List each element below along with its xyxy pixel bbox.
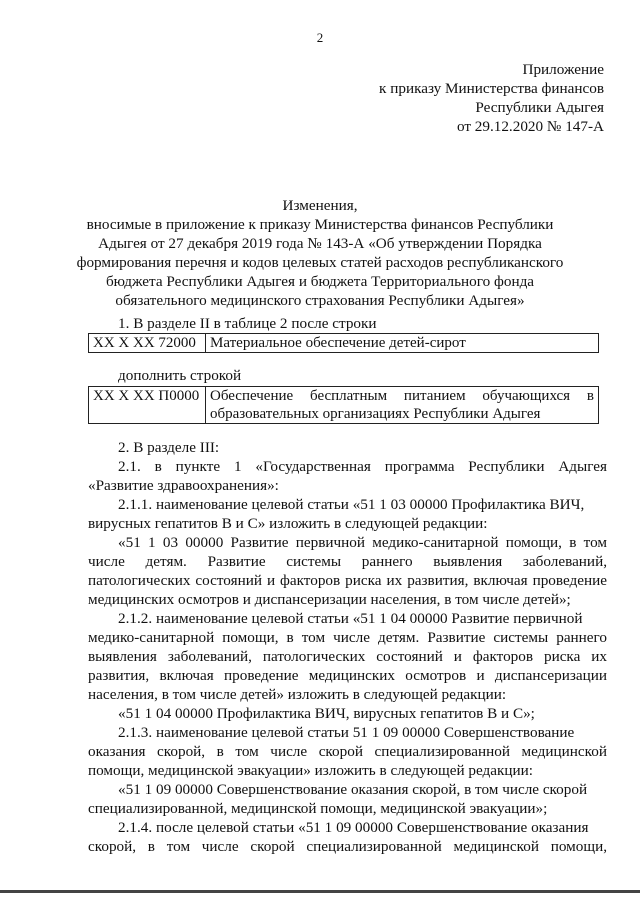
section-2-heading: 2. В разделе III:	[118, 439, 220, 456]
para-line: специализированной, медицинской помощи, медицинской эвакуации»;	[88, 800, 548, 817]
appendix-line-3: Республики Адыгея	[475, 99, 604, 116]
table-1-code: XX X XX 72000	[89, 334, 206, 353]
para-line: оказания скорой, в том числе скорой специализированной медицинской	[88, 743, 607, 760]
table-2-name	[206, 387, 599, 424]
para-line: 2.1.1. наименование целевой статьи «51 1 03 00000 Профилактика ВИЧ,	[118, 496, 585, 513]
appendix-line-4: от 29.12.2020 № 147-А	[456, 118, 604, 135]
title-line-1: Изменения,	[282, 197, 358, 214]
para-line: 2.1.4. после целевой статьи «51 1 09 00000 Совершенствование оказания	[118, 819, 589, 836]
appendix-line-2: к приказу Министерства финансов	[379, 80, 604, 97]
para-line: медико-санитарной помощи, в том числе детям. Развитие системы раннего	[88, 629, 607, 646]
para-line: вирусных гепатитов В и С» изложить в следующей редакции:	[88, 515, 488, 532]
table-1-name: Материальное обеспечение детей-сирот	[206, 334, 599, 353]
para-line: числе детям. Развитие системы раннего выявления заболеваний,	[88, 553, 607, 570]
para-line: 2.1. в пункте 1 «Государственная программа Республики Адыгея	[118, 458, 607, 475]
para-line: «51 1 03 00000 Развитие первичной медико-санитарной помощи, в том	[118, 534, 607, 551]
title-line-2: вносимые в приложение к приказу Министерства финансов Республики	[86, 216, 554, 233]
table-1	[88, 333, 599, 353]
add-row-text: дополнить строкой	[118, 367, 242, 384]
title-line-4: формирования перечня и кодов целевых статей расходов республиканского	[76, 254, 564, 271]
para-line: «51 1 04 00000 Профилактика ВИЧ, вирусных гепатитов В и С»;	[118, 705, 535, 722]
para-line: скорой, в том числе скорой специализированной медицинской помощи,	[88, 838, 607, 855]
scan-edge-bar	[0, 890, 640, 893]
para-line: развития, включая проведение медицинских осмотров и диспансеризации	[88, 667, 607, 684]
table-2	[88, 386, 599, 424]
title-line-5: бюджета Республики Адыгея и бюджета Территориального фонда	[105, 273, 535, 290]
para-line: 2.1.2. наименование целевой статьи «51 1 04 00000 Развитие первичной	[118, 610, 583, 627]
para-line: «51 1 09 00000 Совершенствование оказания скорой, в том числе скорой	[118, 781, 588, 798]
table-2-code: XX X XX П0000	[89, 387, 206, 424]
title-line-3: Адыгея от 27 декабря 2019 года № 143-А «Об утверждении Порядка	[98, 235, 542, 252]
para-line: выявления заболеваний, патологических состояний и факторов риска их	[88, 648, 607, 665]
para-line: помощи, медицинской эвакуации» изложить в следующей редакции:	[88, 762, 533, 779]
title-line-6: обязательного медицинского страхования Республики Адыгея»	[115, 292, 525, 309]
table-row	[89, 334, 599, 353]
para-line: 2.1.3. наименование целевой статьи 51 1 09 00000 Совершенствование	[118, 724, 575, 741]
table-2-name-line-2: образовательных организациях Республики Адыгея	[210, 406, 541, 422]
table-2-name-line-1: Обеспечение бесплатным питанием обучающихся в	[210, 388, 594, 404]
para-line: населения, в том числе детей» изложить в следующей редакции:	[88, 686, 507, 703]
para-line: медицинских осмотров и диспансеризации населения, в том числе детей»;	[88, 591, 571, 608]
appendix-line-1: Приложение	[522, 61, 604, 78]
para-line: «Развитие здравоохранения»:	[88, 477, 279, 494]
page-number: 2	[316, 30, 324, 45]
table-row	[89, 387, 599, 424]
item-1-text: 1. В разделе II в таблице 2 после строки	[118, 315, 377, 332]
para-line: патологических состояний и факторов риска их развития, включая проведение	[88, 572, 607, 589]
